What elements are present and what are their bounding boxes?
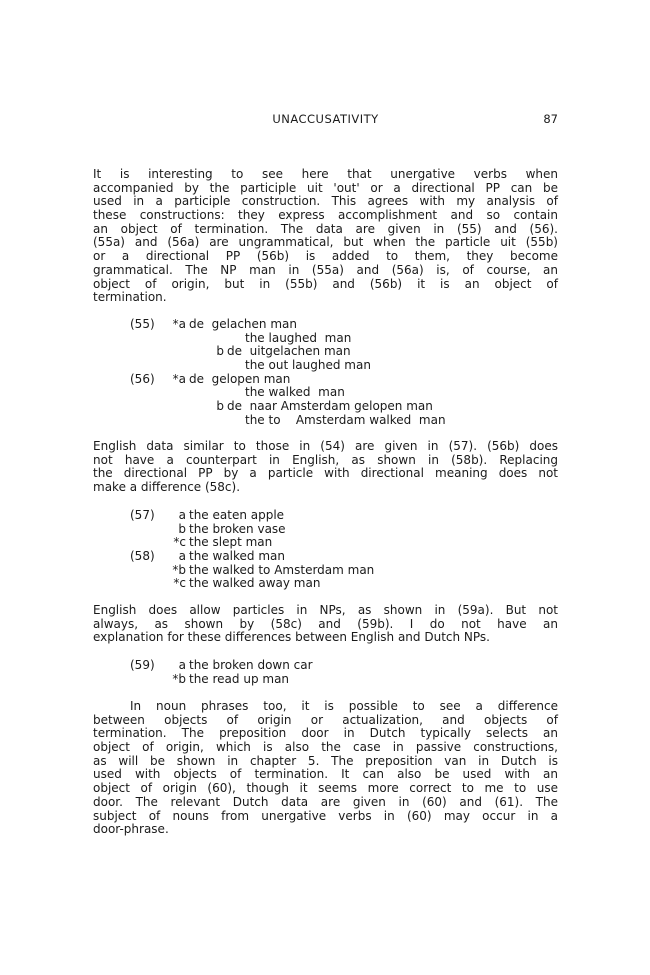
example-line: (56) *a de gelopen man bbox=[130, 371, 291, 386]
text-line: grammatical. The NP man in (55a) and (56a) is, of course, an bbox=[93, 262, 558, 277]
paragraph-english-data bbox=[93, 440, 558, 495]
text-line: object of origin, which is also the case in passive constructions, bbox=[93, 740, 558, 755]
paragraph-noun-phrases bbox=[93, 700, 558, 837]
running-title: UNACCUSATIVITY bbox=[272, 112, 379, 126]
page-number: 87 bbox=[543, 112, 558, 126]
examples-57-58 bbox=[130, 509, 530, 591]
paragraph-unergative-participle bbox=[93, 168, 558, 305]
text-line: an object of termination. The data are given in (55) and (56). bbox=[93, 221, 558, 236]
example-line: *b the read up man bbox=[172, 671, 290, 686]
paragraph-english-particles bbox=[93, 604, 558, 645]
text-line: accompanied by the participle uit 'out' or a directional PP can be bbox=[93, 180, 558, 195]
text-line: used with objects of termination. It can also be used with an bbox=[93, 767, 558, 782]
example-line: (57) a the eaten apple bbox=[130, 508, 285, 522]
example-line: (55) *a de gelachen man bbox=[130, 317, 297, 331]
text-line: object of origin (60), though it seems more correct to me to use bbox=[93, 781, 558, 796]
example-line: (58) a the walked man bbox=[130, 549, 285, 564]
text-line: or a directional PP (56b) is added to them, they become bbox=[93, 249, 558, 264]
text-line: English does allow particles in NPs, as shown in (59a). But not bbox=[93, 603, 558, 617]
text-line: explanation for these differences between English and Dutch NPs. bbox=[93, 630, 490, 645]
text-line: termination. The preposition door in Dutch typically selects an bbox=[93, 726, 558, 741]
text-line: the directional PP by a particle with directional meaning does not bbox=[93, 466, 558, 481]
text-line: In noun phrases too, it is possible to see a difference bbox=[130, 699, 558, 713]
examples-59 bbox=[130, 659, 530, 686]
example-line: *c the slept man bbox=[173, 535, 273, 550]
example-line: b the broken vase bbox=[178, 521, 286, 536]
text-line: between objects of origin or actualization, and objects of bbox=[93, 712, 558, 727]
example-line: b de naar Amsterdam gelopen man bbox=[216, 399, 433, 414]
text-line: door. The relevant Dutch data are given in (60) and (61). The bbox=[93, 794, 558, 809]
example-line: b de uitgelachen man bbox=[216, 344, 351, 359]
examples-55-56 bbox=[130, 318, 530, 428]
text-line: make a difference (58c). bbox=[93, 480, 241, 495]
running-header bbox=[93, 112, 558, 128]
text-line: It is interesting to see here that unergative verbs when bbox=[93, 167, 558, 181]
example-gloss: the laughed man bbox=[245, 330, 352, 345]
text-line: always, as shown by (58c) and (59b). I do not have an bbox=[93, 616, 558, 631]
text-line: as will be shown in chapter 5. The preposition van in Dutch is bbox=[93, 753, 558, 768]
text-line: English data similar to those in (54) are given in (57). (56b) does bbox=[93, 439, 558, 453]
text-line: not have a counterpart in English, as shown in (58b). Replacing bbox=[93, 452, 558, 467]
example-line: *b the walked to Amsterdam man bbox=[172, 562, 375, 577]
text-line: (55a) and (56a) are ungrammatical, but when the particle uit (55b) bbox=[93, 235, 558, 250]
text-line: used in a participle construction. This agrees with my analysis of bbox=[93, 194, 558, 209]
example-line: *c the walked away man bbox=[173, 576, 321, 591]
text-line: object of origin, but in (55b) and (56b) it is an object of bbox=[93, 276, 558, 291]
example-gloss: the out laughed man bbox=[245, 358, 371, 373]
text-line: door-phrase. bbox=[93, 822, 169, 837]
text-line: termination. bbox=[93, 290, 167, 305]
example-gloss: the walked man bbox=[245, 385, 345, 400]
text-line: these constructions: they express accomplishment and so contain bbox=[93, 208, 558, 223]
text-line: subject of nouns from unergative verbs in (60) may occur in a bbox=[93, 808, 558, 823]
example-gloss: the to Amsterdam walked man bbox=[245, 412, 446, 427]
example-line: (59) a the broken down car bbox=[130, 658, 313, 672]
